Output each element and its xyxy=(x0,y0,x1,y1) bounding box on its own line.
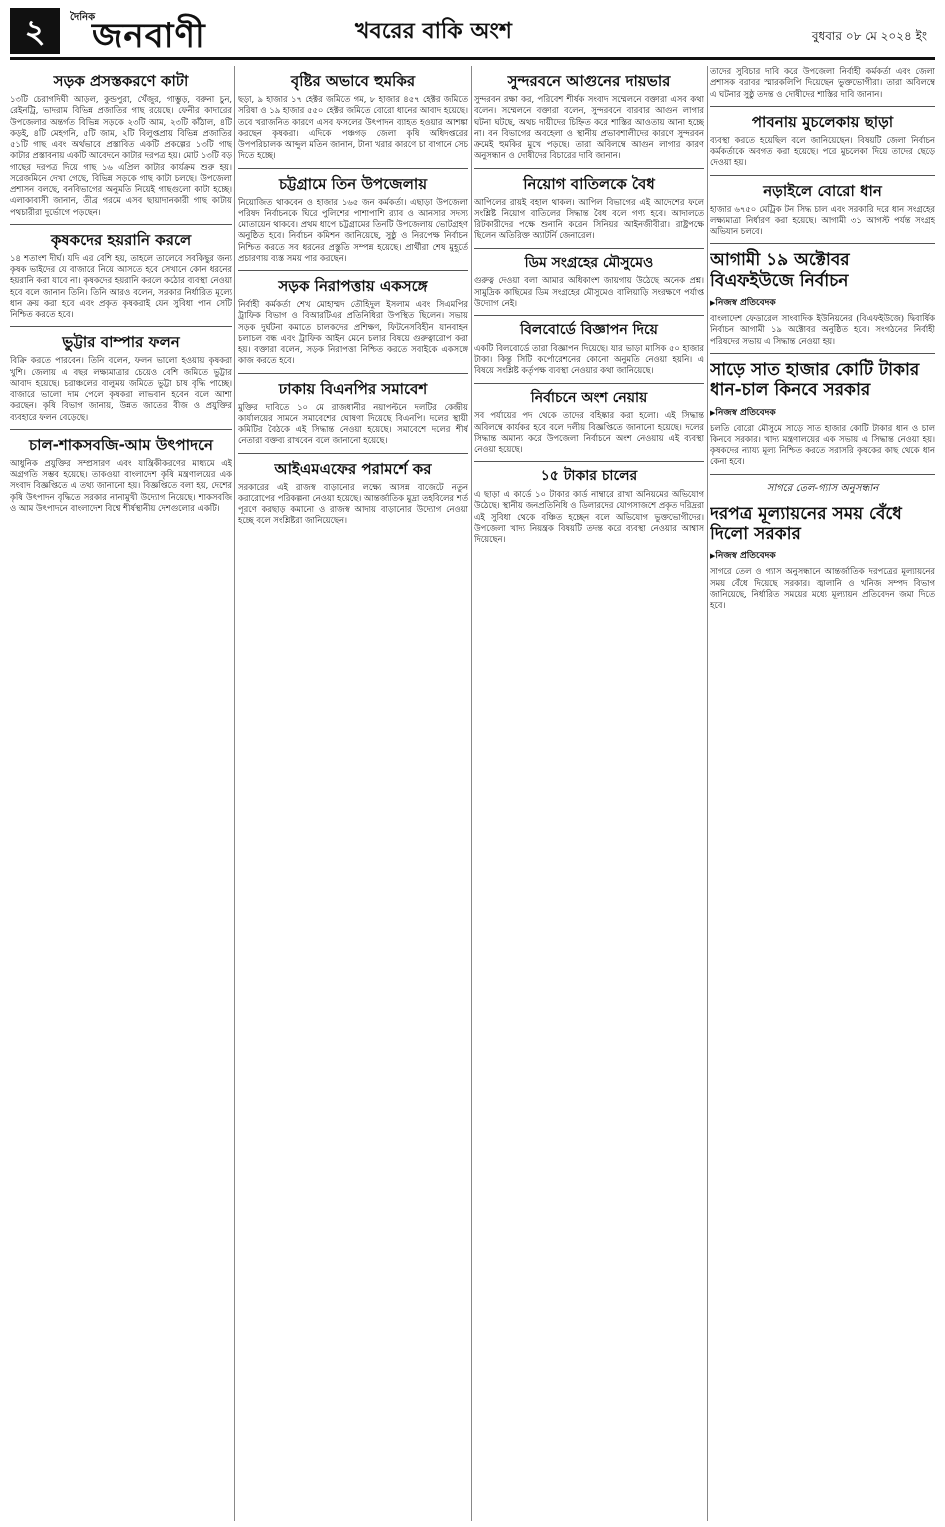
column-1 xyxy=(10,66,232,1521)
story-body: গুরুত্ব দেওয়া বলা আমার অধিকাংশ জায়গায় উঠেছে অনেক প্রশ্ন। সামুদ্রিক কাছিমের ডিম সংগ্রহের মৌসুমেও বালিয়াড়ি সংরক্ষণে পর্যাপ্ত উদ্যোগ নেই। xyxy=(474,275,704,308)
story-body: এ ছাড়া এ কার্ডে ১০ টাকার কার্ড নাম্বারে রাখা অনিয়মের অভিযোগ উঠেছে। স্থানীয় জনপ্রতিনিধি ও ডিলারদের যোগসাজশে প্রকৃত দরিদ্ররা এই সুবিধা থেকে বঞ্চিত হচ্ছেন বলে অভিযোগ ভুক্তভোগীদের। উপজেলা খাদ্য নিয়ন্ত্রক বিষয়টি তদন্ত করে ব্যবস্থা নেওয়ার আশ্বাস দিয়েছেন। xyxy=(474,489,704,545)
column-divider xyxy=(707,66,708,1521)
section-title: খবরের বাকি অংশ xyxy=(355,19,512,44)
story-body: ১৪ শতাংশ দীর্ঘ। যদি এর বেশি হয়, তাহলে তালেবে সবকিছুর জন্য কৃষক ভাইদের যে বাজারে নিয়ে আসতে হবে সেখানে কোন ধরনের হয়রানি করা যাবে না। কৃষকদের হয়রানি করলে কঠোর ব্যবস্থা নেওয়া হবে বলে জানান তিনি। তিনি আরও বলেন, সরকার নির্ধারিত মূল্যে ধান ক্রয় করা হবে এবং প্রকৃত কৃষকরাই যেন সুবিধা পান সেটি নিশ্চিত করতে হবে। xyxy=(10,252,232,319)
story xyxy=(474,322,704,377)
story-headline: সুন্দরবনে আগুনের দায়ভার xyxy=(507,72,671,90)
story-body: চলতি বোরো মৌসুমে সাড়ে সাত হাজার কোটি টাকার ধান ও চাল কিনবে সরকার। খাদ্য মন্ত্রণালয়ের এক সভায় এ সিদ্ধান্ত নেওয়া হয়। কৃষকদের ন্যায্য মূল্য নিশ্চিত করতে সরাসরি কৃষকের কাছ থেকে ধান কেনা হবে। xyxy=(710,422,935,467)
story-body: ১৩টি চেরাগদিঘী আড়ল, কুন্ডপুরা, খেঁজুর, গাম্ভুড়, বরুনা চুন, রেইনট্রি, ভাদরাম বিভিন্ন প্রজাতির গাছ রয়েছে। ফেনীর কাদারের উপজেলার অন্তর্গত বিভিন্ন সড়কে ২৩টি আম, ২৩টি কাঁঠাল, ৪টি কড়ই, ৪টি মেহগনি, ৫টি জাম, ২টি বিলুপ্তপ্রায় বিভিন্ন প্রজাতির ৫১টি গাছ এবং অর্থভাবে প্রস্তাবিত একটি প্রকল্পের ১৩টি গাছ কাটার প্রস্তাবনায় একটি আবেদনে কাটার দরপত্র হয়। মোট ১৩টি বড় গাছের দরপত্র দিয়ে গাছ ১৬ এপ্রিল কাটার কার্যক্রম শুরু হয়। সরেজমিনে দেখা গেছে, বিভিন্ন সড়কে গাছ কাটা চলছে। উপজেলা প্রশাসন বলছে, বনবিভাগের অনুমতি নিয়েই গাছগুলো কাটা হচ্ছে। এলাকাবাসী জানান, তীব্র গরমে এসব ছায়াদানকারী গাছ কাটায় পথচারীরা দুর্ভোগে পড়ছেন। xyxy=(10,94,232,217)
story-headline: কৃষকদের হয়রানি করলে xyxy=(50,230,192,249)
story-headline: ঢাকায় বিএনপির সমাবেশ xyxy=(278,379,428,398)
story-headline: সড়ক নিরাপত্তায় একসঙ্গে xyxy=(278,277,428,295)
story xyxy=(238,175,468,265)
column-divider xyxy=(471,66,472,1521)
story-headline: চাল-শাকসবজি-আম উৎপাদনে xyxy=(29,435,213,454)
story-byline: ▶ নিজস্ব প্রতিবেদক xyxy=(710,295,935,310)
story xyxy=(10,72,232,218)
story-body: ব্যবস্থা করতে হয়েছিল বলে জানিয়েছেন। বিষয়টি জেলা নির্বাচন কর্মকর্তাকে অবগত করা হয়েছে। পরে মুচলেকা দিয়ে তাদের ছেড়ে দেওয়া হয়। xyxy=(710,134,935,168)
column-divider xyxy=(234,66,235,1521)
story-headline: আইএমএফের পরামর্শে কর xyxy=(274,459,432,478)
story-headline: নিয়োগ বাতিলকে বৈধ xyxy=(523,174,655,193)
story-body: বিক্রি করতে পারবেন। তিনি বলেন, ফলন ভালো হওয়ায় কৃষকরা খুশি। জেলায় এ বছর লক্ষ্যমাত্রার চেয়েও বেশি জমিতে ভুট্টার আবাদ হয়েছে। চরাঞ্চলের বালুময় জমিতে ভুট্টা চাষ বৃদ্ধি পাচ্ছে। বাজারে ভালো দাম পেলে কৃষকরা লাভবান হবেন বলে আশা করছেন। কৃষি বিভাগ জানায়, উন্নত জাতের বীজ ও প্রযুক্তির ব্যবহারে ফলন বেড়েছে। xyxy=(10,355,232,422)
story xyxy=(474,175,704,242)
story-headline: দরপত্র মূল্যায়নের সময় বেঁধে দিলো সরকার xyxy=(710,503,902,544)
dateline: বুধবার ০৮ মে ২০২৪ ইং xyxy=(811,29,927,43)
story-body: নিয়োজিত থাকবেন ও হাজার ১৬৫ জন কর্মকর্তা। এছাড়া উপজেলা পরিষদ নির্বাচনকে ঘিরে পুলিশের পাশাপাশি র‍্যাব ও আনসার সদস্য মোতায়েন থাকবে। প্রথম ধাপে চট্টগ্রামের তিনটি উপজেলায় ভোটগ্রহণ অনুষ্ঠিত হবে। নির্বাচন কমিশন জানিয়েছে, সুষ্ঠু ও নিরপেক্ষ নির্বাচন নিশ্চিত করতে সব ধরনের প্রস্তুতি সম্পন্ন হয়েছে। প্রার্থীরা শেষ মুহূর্তে প্রচারণায় ব্যস্ত সময় পার করছেন। xyxy=(238,196,468,263)
story xyxy=(474,390,704,456)
page-number: ২ xyxy=(10,8,60,54)
story xyxy=(474,72,704,162)
story xyxy=(474,255,704,310)
logo-wordmark: জনবাণী xyxy=(92,16,206,56)
story-headline: বৃষ্টির অভাবে হুমকির xyxy=(290,72,416,90)
story-body: সব পর্যায়ের পদ থেকে তাদের বহিষ্কার করা হলো। এই সিদ্ধান্ত অবিলম্বে কার্যকর হবে বলে দলীয় বিজ্ঞপ্তিতে জানানো হয়েছে। দলের সিদ্ধান্ত অমান্য করে উপজেলা নির্বাচনে অংশ নেওয়ায় এই ব্যবস্থা নেওয়া হয়েছে। xyxy=(474,410,704,455)
story-body: নির্বাহী কর্মকর্তা শেখ মোহাম্মদ তৌহিদুল ইসলাম এবং সিএমপির ট্রাফিক বিভাগ ও বিআরটিএর প্রতিনিধিরা উপস্থিত ছিলেন। সভায় সড়ক দুর্ঘটনা কমাতে চালকদের প্রশিক্ষণ, ফিটনেসবিহীন যানবাহন চলাচল বন্ধ এবং ট্রাফিক আইন মেনে চলার বিষয়ে গুরুত্বারোপ করা হয়। বক্তারা বলেন, সড়ক নিরাপত্তা নিশ্চিত করতে সবাইকে একসঙ্গে কাজ করতে হবে। xyxy=(238,299,468,366)
story xyxy=(10,231,232,321)
story-body: তাদের সুবিচার দাবি করে উপজেলা নির্বাহী কর্মকর্তা এবং জেলা প্রশাসক বরাবর স্মারকলিপি দিয়েছেন ভুক্তভোগীরা। তারা অবিলম্বে এ ঘটনার সুষ্ঠু তদন্ত ও দোষীদের শাস্তির দাবি জানান। xyxy=(710,66,935,99)
story-body: একটি বিলবোর্ডে তারা বিজ্ঞাপন দিয়েছে। যার ভাড়া মাসিক ৫০ হাজার টাকা। কিন্তু সিটি কর্পোরেশনের কোনো অনুমতি নেওয়া হয়নি। এ বিষয়ে সংশ্লিষ্ট কর্তৃপক্ষ ব্যবস্থা নেওয়ার কথা জানিয়েছে। xyxy=(474,342,704,376)
story-headline: নির্বাচনে অংশ নেয়ায় xyxy=(530,389,648,406)
story-body: মুক্তির দাবিতে ১০ মে রাজধানীর নয়াপল্টনে দলটির কেন্দ্রীয় কার্যালয়ের সামনে সমাবেশের ঘোষণা দিয়েছে বিএনপি। দলের স্থায়ী কমিটির বৈঠকে এই সিদ্ধান্ত নেওয়া হয়েছে। সমাবেশে দলের শীর্ষ নেতারা বক্তব্য রাখবেন বলে জানানো হয়েছে। xyxy=(238,401,468,446)
story xyxy=(710,113,935,169)
story-body: বাংলাদেশ ফেডারেল সাংবাদিক ইউনিয়নের (বিএফইউজে) দ্বিবার্ষিক নির্বাচন আগামী ১৯ অক্টোবর অনুষ্ঠিত হবে। সংগঠনের নির্বাহী পরিষদের সভায় এ সিদ্ধান্ত নেওয়া হয়। xyxy=(710,313,935,346)
story-byline: ▶ নিজস্ব প্রতিবেদক xyxy=(710,405,935,420)
story-body: সুন্দরবন রক্ষা কর, পরিবেশ শীর্ষক সংবাদ সম্মেলনে বক্তারা এসব কথা বলেন। সম্মেলনে বক্তারা বলেন, সুন্দরবনে বারবার আগুন লাগার ঘটনা ঘটছে, অথচ দায়ীদের চিহ্নিত করে শাস্তির আওতায় আনা হচ্ছে না। বন বিভাগের অবহেলা ও স্থানীয় প্রভাবশালীদের কারণে সুন্দরবন ক্রমেই হুমকির মুখে পড়ছে। তারা অবিলম্বে আগুন লাগার কারণ অনুসন্ধান ও দোষীদের বিচারের দাবি জানান। xyxy=(474,94,704,161)
story xyxy=(238,277,468,367)
story xyxy=(710,360,935,468)
story xyxy=(10,333,232,423)
story xyxy=(238,72,468,162)
story-headline: ভুট্টার বাম্পার ফলন xyxy=(62,333,180,352)
story-body: সরকারের এই রাজস্ব বাড়ানোর লক্ষ্যে আসন্ন বাজেটে নতুন করারোপের পরিকল্পনা নেওয়া হয়েছে। আন্তর্জাতিক মুদ্রা তহবিলের শর্ত পূরণে করছাড় কমানো ও রাজস্ব আদায় বাড়ানোর উদ্যোগ নেওয়া হচ্ছে বলে সংশ্লিষ্টরা জানিয়েছেন। xyxy=(238,481,468,526)
story-headline: নড়াইলে বোরো ধান xyxy=(763,181,882,200)
story xyxy=(710,481,935,612)
story-headline: চট্টগ্রামে তিন উপজেলায় xyxy=(278,174,428,193)
story-kicker: সাগরে তেল-গ্যাস অনুসন্ধান xyxy=(766,482,879,494)
story-byline: ▶ নিজস্ব প্রতিবেদক xyxy=(710,548,935,563)
story xyxy=(238,380,468,447)
story-headline: সড়ক প্রসস্তকরণে কাটা xyxy=(53,72,189,90)
story-headline: আগামী ১৯ অক্টোবর বিএফইউজে নির্বাচন xyxy=(710,250,850,291)
story xyxy=(238,460,468,527)
newspaper-logo xyxy=(64,8,254,54)
story-headline: পাবনায় মুচলেকায় ছাড়া xyxy=(751,112,894,131)
story xyxy=(474,468,704,545)
story-body: সাগরে তেল ও গ্যাস অনুসন্ধানে আন্তর্জাতিক দরপত্রের মূল্যায়নের সময় বেঁধে দিয়েছে সরকার। জ্বালানি ও খনিজ সম্পদ বিভাগ জানিয়েছে, নির্ধারিত সময়ের মধ্যে মূল্যায়ন প্রতিবেদন জমা দিতে হবে। xyxy=(710,566,935,611)
logo-daily-label: দৈনিক xyxy=(70,12,96,23)
masthead xyxy=(10,8,935,60)
column-3 xyxy=(474,66,704,1521)
story-headline: ডিম সংগ্রহের মৌসুমেও xyxy=(524,254,654,271)
story-body: ছড়া, ৯ হাজার ১৭ হেক্টর জমিতে গম, ৮ হাজার ৪৫৭ হেক্টর জমিতে সরিষা ও ১৯ হাজার ৫৫০ হেক্টর জমিতে বোরো ধানের আবাদ হয়েছে। তবে খরাজনিত কারণে এসব ফসলের উৎপাদন ব্যাহত হওয়ার আশঙ্কা করছেন কৃষকরা। এদিকে পঞ্চগড় জেলা কৃষি অধিদপ্তরের উপপরিচালক আব্দুল মতিন জানান, টানা খরার কারণে চা বাগানে সেচ দিতে হচ্ছে। xyxy=(238,94,468,161)
story-body: আধুনিক প্রযুক্তির সম্প্রসারণ এবং যান্ত্রিকীকরণের মাধ্যমে এই অগ্রগতি সম্ভব হয়েছে। তাকওয়া বাংলাদেশ কৃষি মন্ত্রণালয়ের এক সংবাদ বিজ্ঞপ্তিতে এ তথ্য জানানো হয়। বিজ্ঞপ্তিতে বলা হয়, দেশের কৃষি উৎপাদন বৃদ্ধিতে সরকার নানামুখী উদ্যোগ নিয়েছে। শাকসবজি ও আম উৎপাদনে বাংলাদেশ বিশ্বে শীর্ষস্থানীয় দেশগুলোর একটি। xyxy=(10,457,232,513)
story-headline: সাড়ে সাত হাজার কোটি টাকার ধান-চাল কিনবে সরকার xyxy=(710,359,920,401)
story xyxy=(10,436,232,514)
story-headline: ১৫ টাকার চালের xyxy=(540,468,638,485)
story-body: হাজার ৬৭৫০ মেট্রিক টন সিদ্ধ চাল এবং সরকারি দরে ধান সংগ্রহের লক্ষ্যমাত্রা নির্ধারণ করা হয়েছে। আগামী ৩১ আগস্ট পর্যন্ত সংগ্রহ অভিযান চলবে। xyxy=(710,203,935,236)
story xyxy=(710,66,935,100)
story-body: আপিলের রায়ই বহাল থাকল। আপিল বিভাগের এই আদেশের ফলে সংশ্লিষ্ট নিয়োগ বাতিলের সিদ্ধান্ত বৈধ বলে গণ্য হবে। আদালতে রিটকারীদের পক্ষে শুনানি করেন সিনিয়র আইনজীবীরা। রাষ্ট্রপক্ষে ছিলেন অতিরিক্ত অ্যাটর্নি জেনারেল। xyxy=(474,196,704,241)
column-2 xyxy=(238,66,468,1521)
story xyxy=(710,182,935,238)
story xyxy=(710,250,935,347)
column-4 xyxy=(710,66,935,1521)
story-headline: বিলবোর্ডে বিজ্ঞাপন দিয়ে xyxy=(520,322,658,339)
